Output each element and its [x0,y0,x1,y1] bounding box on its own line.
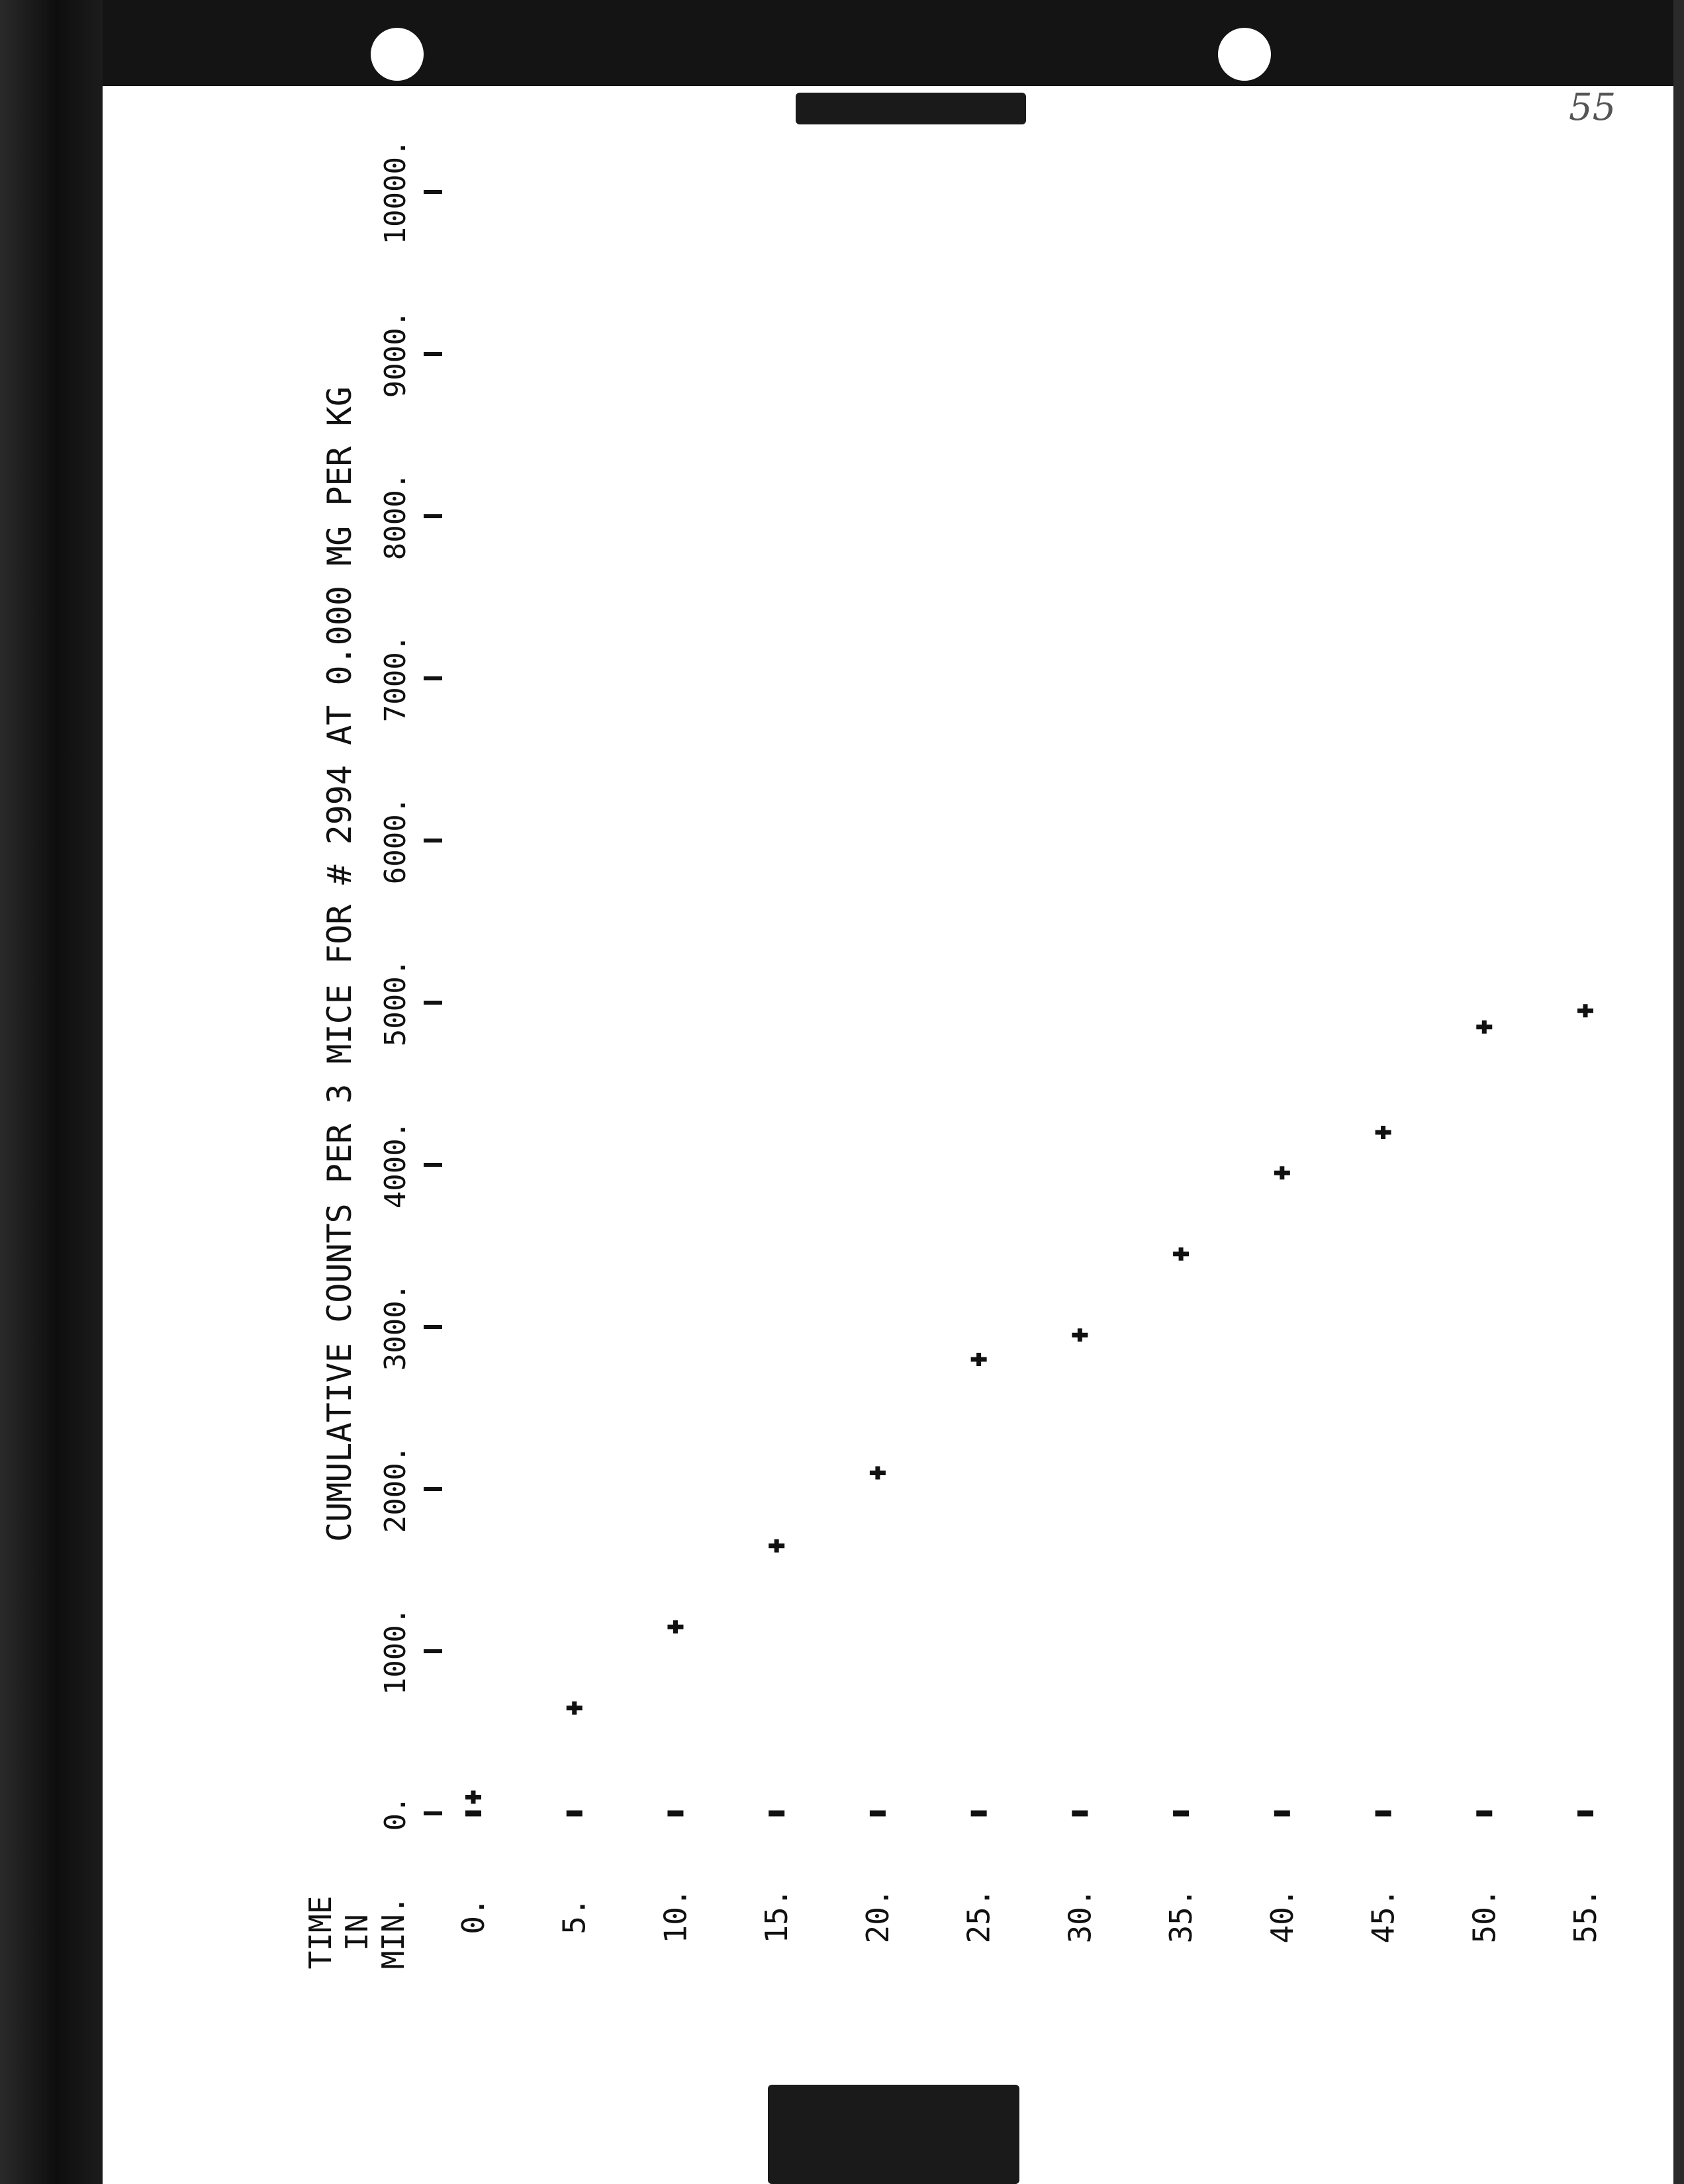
time-tick-label: 25. [960,1888,997,1944]
count-tick-label: 4000. [379,1120,412,1209]
count-axis-ticks [379,140,442,1831]
data-point [870,1467,886,1480]
count-tick-label: 3000. [379,1283,412,1371]
page-number: 55 [1569,86,1616,129]
time-axis-label-line: MIN. [375,1895,411,1970]
time-tick-label: 5. [556,1897,592,1934]
time-tick-label: 50. [1466,1888,1503,1944]
time-axis-label-group [303,1896,411,1970]
count-tick-label: 9000. [379,310,412,398]
data-point [465,1791,481,1804]
time-tick-label: 20. [859,1888,896,1944]
time-tick-label: 35. [1163,1888,1199,1944]
time-tick-label: 10. [657,1888,694,1944]
data-points [465,1004,1593,1803]
count-tick-label: 6000. [379,796,412,885]
count-tick-label: 1000. [379,1607,412,1696]
data-point [1173,1248,1189,1261]
time-tick-label: 30. [1062,1888,1098,1944]
count-tick-label: 8000. [379,472,412,561]
count-tick-label: 0. [379,1796,412,1831]
count-tick-label: 7000. [379,634,412,723]
count-tick-label: 2000. [379,1445,412,1533]
data-point [769,1539,784,1553]
time-axis-label-line: TIME [303,1895,338,1970]
time-axis-ticks [455,1888,1603,1943]
chart-title-group [320,387,359,1542]
data-point [1072,1328,1088,1342]
chart-title: CUMULATIVE COUNTS PER 3 MICE FOR # 2994 AT 0.000 MG PER KG [320,387,359,1542]
time-tick-label: 40. [1264,1888,1300,1944]
time-tick-label: 45. [1365,1888,1401,1944]
count-tick-label: 5000. [379,958,412,1047]
data-point [971,1353,987,1366]
data-point [1274,1166,1290,1179]
time-tick-label: 15. [759,1888,795,1944]
time-tick-label: 55. [1567,1888,1603,1944]
time-tick-label: 0. [455,1897,491,1934]
data-point [667,1620,683,1633]
data-point [1376,1126,1391,1139]
count-tick-label: 10000. [379,139,412,245]
time-axis-label-line: IN [339,1914,375,1951]
data-point [1476,1021,1492,1034]
data-point [1577,1004,1593,1017]
data-point [567,1702,583,1715]
